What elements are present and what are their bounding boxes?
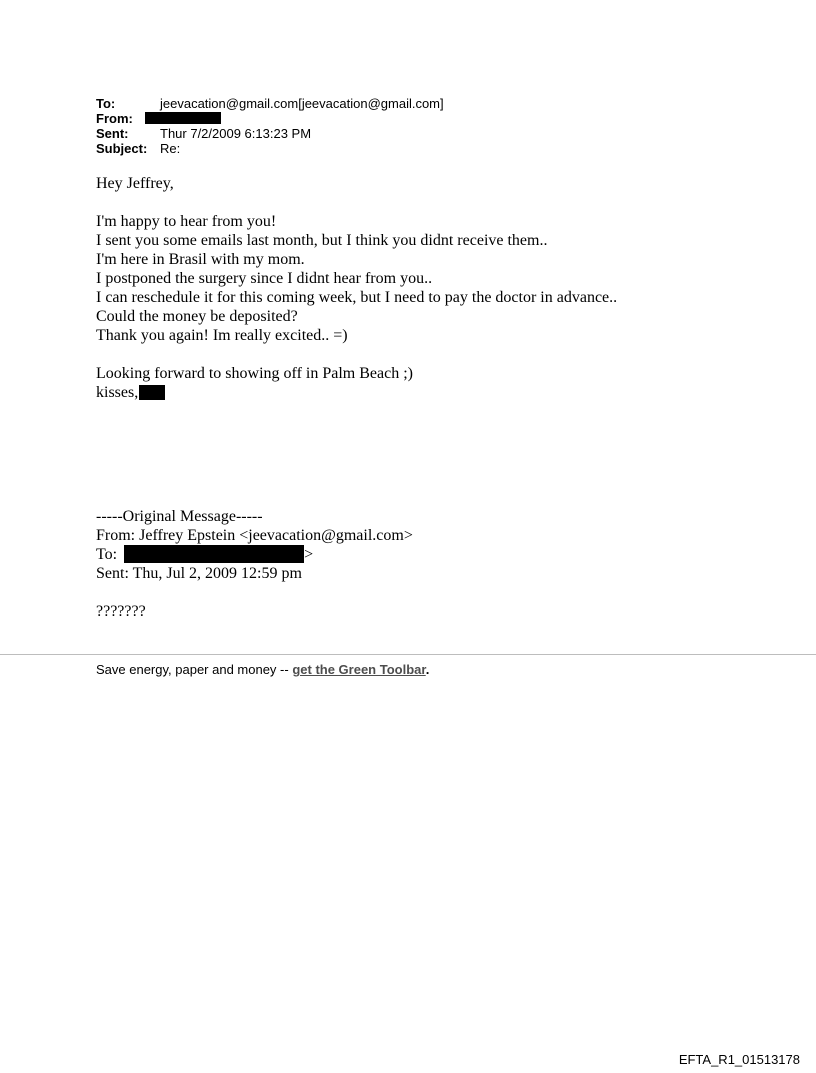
greeting: Hey Jeffrey, <box>96 175 174 192</box>
email-body <box>96 174 617 402</box>
to-row <box>96 96 444 111</box>
body-line: I'm happy to hear from you! <box>96 213 277 230</box>
footer-divider <box>0 654 816 655</box>
from-label: From: <box>96 111 133 126</box>
document-id: EFTA_R1_01513178 <box>678 1052 800 1067</box>
redaction-box <box>145 112 221 124</box>
body-line: Could the money be deposited? <box>96 308 298 325</box>
original-to-row <box>96 545 413 564</box>
footer-trailing: . <box>425 662 430 677</box>
original-to-label: To: <box>96 546 118 563</box>
sent-label: Sent: <box>96 126 129 141</box>
redaction-box <box>124 545 304 563</box>
body-line: Thank you again! Im really excited.. =) <box>96 327 348 344</box>
body-line: I can reschedule it for this coming week, but I need to pay the doctor in advance.. <box>96 289 618 306</box>
subject-value: Re: <box>160 141 181 156</box>
signoff-row <box>96 383 617 402</box>
to-label: To: <box>96 96 116 111</box>
original-to-suffix: > <box>304 546 314 563</box>
green-toolbar-link[interactable]: get the Green Toolbar <box>292 662 426 677</box>
from-row <box>96 111 444 126</box>
subject-label: Subject: <box>96 141 148 156</box>
original-message <box>96 507 413 621</box>
closing-line: Looking forward to showing off in Palm Beach ;) <box>96 365 413 382</box>
body-line: I'm here in Brasil with my mom. <box>96 251 305 268</box>
original-separator: -----Original Message----- <box>96 508 263 525</box>
footer-text: Save energy, paper and money -- <box>96 662 293 677</box>
original-content: ??????? <box>96 603 146 620</box>
subject-row <box>96 141 444 156</box>
original-sent: Sent: Thu, Jul 2, 2009 12:59 pm <box>96 565 302 582</box>
signoff: kisses, <box>96 384 139 401</box>
sent-value: Thur 7/2/2009 6:13:23 PM <box>160 126 312 141</box>
body-line: I postponed the surgery since I didnt hear from you.. <box>96 270 433 287</box>
email-header <box>96 96 444 156</box>
body-line: I sent you some emails last month, but I think you didnt receive them.. <box>96 232 548 249</box>
original-from: From: Jeffrey Epstein <jeevacation@gmail.com> <box>96 527 413 544</box>
redaction-box <box>139 385 165 400</box>
footer <box>96 662 429 678</box>
sent-row <box>96 126 444 141</box>
to-value: jeevacation@gmail.com[jeevacation@gmail.com] <box>160 96 444 111</box>
